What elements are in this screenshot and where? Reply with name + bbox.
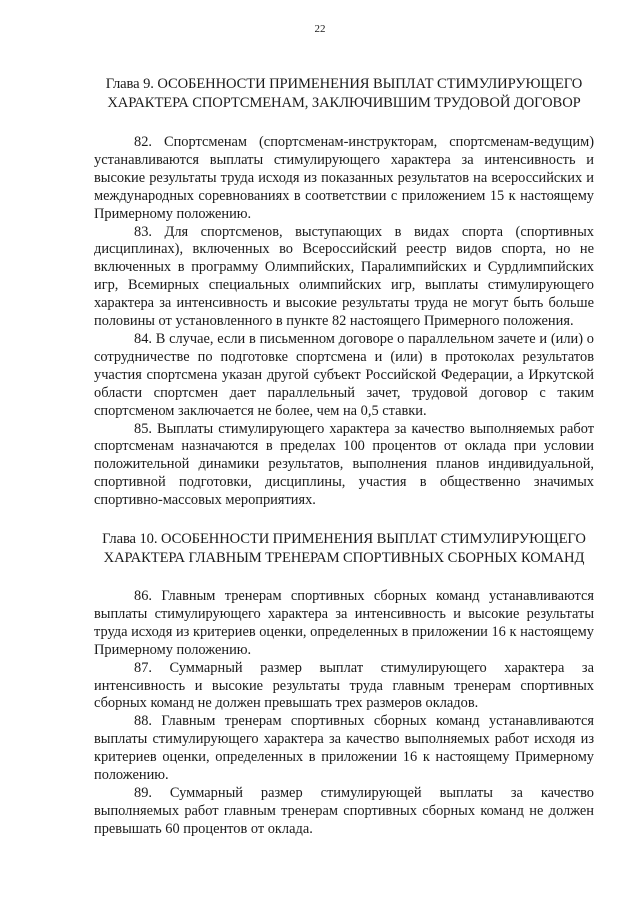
paragraph-88: 88. Главным тренерам спортивных сборных команд устанавливаются выплаты стимулирующего характера за качество выполняемых работ исходя из критериев оценки, определенных в приложении 16 к настоящему Примерному положению. <box>94 713 594 784</box>
paragraph-89: 89. Суммарный размер стимулирующей выплаты за качество выполняемых работ главным тренерам спортивных сборных команд не должен превышать 60 процентов от оклада. <box>94 785 594 837</box>
chapter-10-title-line-1: Глава 10. ОСОБЕННОСТИ ПРИМЕНЕНИЯ ВЫПЛАТ СТИМУЛИРУЮЩЕГО <box>102 531 586 548</box>
paragraph-86: 86. Главным тренерам спортивных сборных команд устанавливаются выплаты стимулирующего характера за интенсивность и высокие результаты труда исходя из критериев оценки, определенных в приложении 16 к настоящему Примерному положению. <box>94 588 594 658</box>
paragraph-84: 84. В случае, если в письменном договоре о параллельном зачете и (или) о сотрудничестве по подготовке спортсмена и (или) в протоколах результатов участия спортсмена указан другой субъект Российской Федерации, а Иркутской области спортсмен дает параллельный зачет, трудовой договор с таким спортсменом заключается не более, чем на 0,5 ставки. <box>94 330 594 419</box>
chapter-10-paragraphs <box>94 588 594 839</box>
page-number: 22 <box>314 23 326 35</box>
paragraph-83: 83. Для спортсменов, выступающих в видах спорта (спортивных дисциплинах), включенных во Всероссийский реестр видов спорта, но не включенных в программу Олимпийских, Паралимпийских и Сурдлимпийских игр, Всемирных специальных олимпийских игр, выплаты стимулирующего характера за интенсивность и высокие результаты труда не могут быть больше половины от установленного в пункте 82 настоящего Примерного положения. <box>94 223 594 330</box>
chapter-10-title-line-2: ХАРАКТЕРА ГЛАВНЫМ ТРЕНЕРАМ СПОРТИВНЫХ СБОРНЫХ КОМАНД <box>103 550 585 567</box>
paragraph-82: 82. Спортсменам (спортсменам-инструкторам, спортсменам-ведущим) устанавливаются выплаты стимулирующего характера за интенсивность и высокие результаты труда исходя из показанных результатов на всероссийских и международных соревнованиях в соответствии с приложением 15 к настоящему Примерному положению. <box>94 134 594 222</box>
chapter-9-title <box>94 75 594 113</box>
paragraph-85: 85. Выплаты стимулирующего характера за качество выполняемых работ спортсменам назначаются в пределах 100 процентов от оклада при условии положительной динамики результатов, выполнения планов индивидуальной, спортивной подготовки, дисциплины, участия в общественно значимых спортивно-массовых мероприятиях. <box>94 420 594 509</box>
chapter-9-title-line-2: ХАРАКТЕРА СПОРТСМЕНАМ, ЗАКЛЮЧИВШИМ ТРУДОВОЙ ДОГОВОР <box>107 95 581 111</box>
chapter-9-paragraphs <box>94 134 594 510</box>
chapter-10-title <box>94 530 594 568</box>
paragraph-87: 87. Суммарный размер выплат стимулирующего характера за интенсивность и высокие результаты труда главным тренерам спортивных сборных команд не должен превышать трех размеров окладов. <box>94 659 594 712</box>
chapter-9-title-line-1: Глава 9. ОСОБЕННОСТИ ПРИМЕНЕНИЯ ВЫПЛАТ СТИМУЛИРУЮЩЕГО <box>105 76 583 92</box>
document-body <box>94 75 594 839</box>
